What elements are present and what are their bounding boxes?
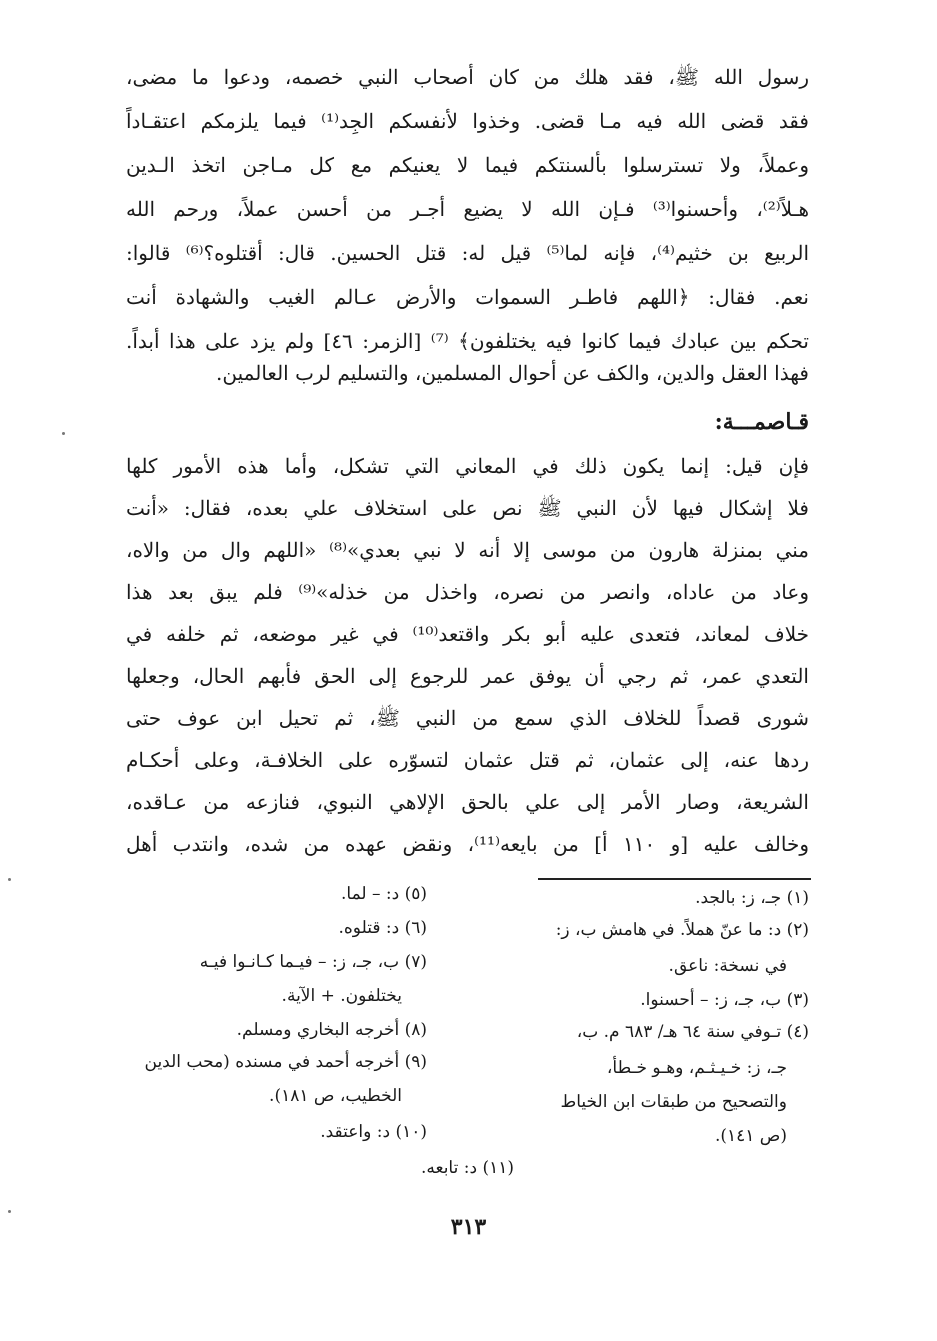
footnote-1: (١) جـ، ز: بالجد. bbox=[695, 888, 809, 908]
body-line-16: ردها عنه، إلى عثمان، ثم قتل عثمان لتسوّره على الخلافـة، وعلى أحكـام bbox=[126, 748, 809, 772]
body-line-3: وعملاً، ولا تسترسلوا بألسنتكم فيما لا يعنيكم مع كل مـاجن اتخذ الـدين bbox=[126, 153, 809, 177]
body-line-18: وخالف عليه [و ١١٠ أ] من بايعه⁽¹¹⁾، ونقض عهده من شده، وانتدب أهل bbox=[126, 832, 809, 856]
footnote-10: (١٠) د: واعتقد. bbox=[320, 1122, 427, 1142]
footnote-4-cont-2: والتصحيح من طبقات ابن الخياط bbox=[560, 1092, 787, 1112]
footnote-6: (٦) د: قتلوه. bbox=[338, 918, 427, 938]
footnote-2-cont: في نسخة: ناعق. bbox=[668, 956, 787, 976]
footnote-8: (٨) أخرجه البخاري ومسلم. bbox=[236, 1020, 427, 1040]
body-line-6: نعم. فقال: ﴿اللهم فاطـر السموات والأرض عـالم الغيب والشهادة أنت bbox=[126, 285, 809, 309]
body-line-9: فإن قيل: إنما يكون ذلك في المعاني التي تشكل، وأما هذه الأمور كلها bbox=[126, 454, 809, 478]
footnote-11: (١١) د: تابعه. bbox=[420, 1158, 514, 1178]
footnote-separator bbox=[538, 878, 811, 880]
footnote-4: (٤) تـوفي سنة ٦٤ هـ/ ٦٨٣ م. ب، bbox=[576, 1022, 809, 1042]
body-line-13: خلاف لمعاند، فتعدى عليه أبو بكر واقتعد⁽¹⁰⁾ في غير موضعه، ثم خلفه في bbox=[126, 622, 809, 646]
body-line-14: التعدي عمر، ثم رجي أن يوفق عمر للرجوع إلى الحق فأبهم الحال، وجعلها bbox=[126, 664, 809, 688]
scan-speck bbox=[62, 432, 65, 435]
body-line-11: مني بمنزلة هارون من موسى إلا أنه لا نبي بعدي»⁽⁸⁾ «اللهم وال من والاه، bbox=[126, 538, 809, 562]
section-heading: قـاصمـــة: bbox=[714, 409, 809, 435]
body-line-5: الربيع بن خثيم⁽⁴⁾، فإنه لما⁽⁵⁾ قيل له: قتل الحسين. قال: أقتلوه؟⁽⁶⁾ قالوا: bbox=[126, 241, 809, 265]
body-line-8: فهذا العقل والدين، والكف عن أحوال المسلمين، والتسليم لرب العالمين. bbox=[216, 361, 809, 385]
body-line-4: هـلاً⁽²⁾، وأحسنوا⁽³⁾ فـإن الله لا يضيع أجـر من أحسن عملاً، ورحم الله bbox=[126, 197, 809, 221]
footnote-7: (٧) ب، جـ، ز: – فيـما كـانـوا فيـه bbox=[199, 952, 427, 972]
scan-speck bbox=[8, 1210, 11, 1213]
body-line-2: فقد قضى الله فيه مـا قضى. وخذوا لأنفسكم الجِد⁽¹⁾ فيما يلزمكم اعتقـاداً bbox=[126, 109, 809, 133]
scan-speck bbox=[8, 878, 11, 881]
footnote-4-cont-3: (ص ١٤١). bbox=[714, 1126, 787, 1146]
footnote-3: (٣) ب، جـ، ز: – أحسنوا. bbox=[640, 990, 809, 1010]
page-number: ٣١٣ bbox=[450, 1214, 487, 1240]
body-line-12: وعاد من عاداه، وانصر من نصره، واخذل من خذله»⁽⁹⁾ فلم يبق بعد هذا bbox=[126, 580, 809, 604]
body-line-15: شورى قصداً للخلاف الذي سمع من النبي ﷺ، ثم تحيل ابن عوف حتى bbox=[126, 706, 809, 730]
body-line-1: رسول الله ﷺ، فقد هلك من كان أصحاب النبي خصمه، ودعوا ما مضى، bbox=[126, 65, 809, 89]
footnote-2: (٢) د: ما عنّ هملاً. في هامش ب، ز: bbox=[555, 920, 809, 940]
footnote-9-cont: الخطيب، ص ١٨١). bbox=[269, 1086, 402, 1106]
footnote-5: (٥) د: – لما. bbox=[340, 884, 427, 904]
footnote-9: (٩) أخرجه أحمد في مسنده (محب الدين bbox=[144, 1052, 427, 1072]
body-line-17: الشريعة، وصار الأمر إلى علي بالحق الإلاهي النبوي، فنازعه من عـاقده، bbox=[126, 790, 809, 814]
footnote-4-cont-1: جـ، ز: خـيـثـم، وهـو خـطأ، bbox=[606, 1058, 787, 1078]
footnote-7-cont: يختلفون. + الآية. bbox=[281, 986, 402, 1006]
body-line-10: فلا إشكال فيها لأن النبي ﷺ نص على استخلاف علي بعده، فقال: «أنت bbox=[126, 496, 809, 520]
body-line-7: تحكم بين عبادك فيما كانوا فيه يختلفون﴾ ⁽⁷⁾ [الزمر: ٤٦] ولم يزد على هذا أبداً. bbox=[126, 329, 809, 353]
